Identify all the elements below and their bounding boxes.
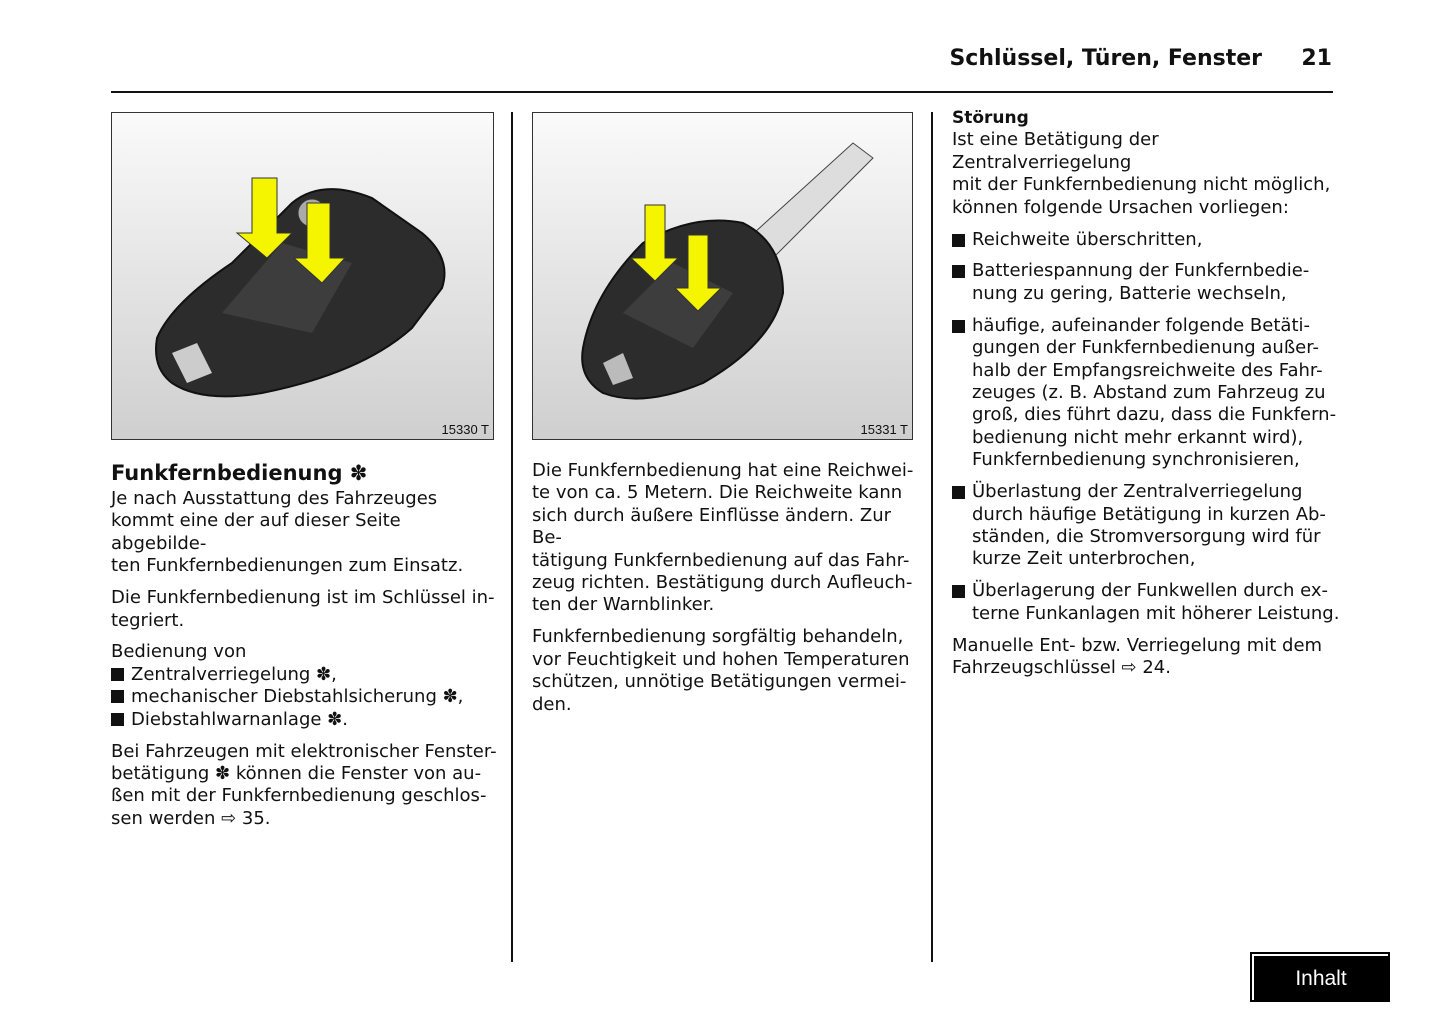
list-item	[952, 229, 1342, 251]
bullet-icon	[111, 713, 124, 726]
list-item	[111, 686, 501, 708]
column-1	[111, 460, 501, 840]
list-item-text: Batteriespannung der Funkfernbedie- nung zu gering, Batterie wechseln,	[972, 260, 1310, 304]
bullet-icon	[952, 265, 965, 278]
column-divider	[931, 112, 933, 962]
bullet-icon	[952, 585, 965, 598]
list-item	[952, 260, 1342, 305]
remote-key-illustration	[112, 113, 493, 439]
bullet-icon	[952, 486, 965, 499]
list-item-text: Überlagerung der Funkwellen durch ex- terne Funkanlagen mit höherer Leistung.	[972, 580, 1340, 624]
section-heading: Störung	[952, 108, 1029, 128]
list-item	[111, 664, 501, 686]
paragraph: Funkfernbedienung sorgfältig behandeln, vor Feuchtigkeit und hohen Temperaturen schützen, unnötige Betätigungen vermei- den.	[532, 626, 910, 715]
list-item-text: Diebstahlwarnanlage ✽.	[131, 708, 348, 730]
list-item	[952, 580, 1342, 625]
list-item-text: mechanischer Diebstahlsicherung ✽,	[131, 686, 464, 708]
paragraph: Die Funkfernbedienung ist im Schlüssel in- tegriert.	[111, 587, 495, 631]
contents-button[interactable]: Inhalt	[1252, 954, 1388, 1000]
paragraph: Ist eine Betätigung der Zentralverriegelung mit der Funkfernbedienung nicht möglich, können folgende Ursachen vorliegen:	[952, 129, 1331, 218]
column-divider	[511, 112, 513, 962]
column-2	[532, 460, 922, 725]
figure-number: 15331 T	[860, 422, 908, 437]
paragraph: Je nach Ausstattung des Fahrzeuges kommt eine der auf dieser Seite abgebilde- ten Funkfernbedienungen zum Einsatz.	[111, 488, 464, 577]
paragraph: Bei Fahrzeugen mit elektronischer Fenster- betätigung ✽ können die Fenster von au- ßen mit der Funkfernbedienung geschlos- sen werden ⇨ 35.	[111, 740, 497, 829]
chapter-title: Schlüssel, Türen, Fenster	[949, 46, 1262, 71]
list-item-text: Reichweite überschritten,	[972, 228, 1203, 250]
remote-key-illustration	[533, 113, 912, 439]
figure-remote-key-folding	[111, 112, 494, 440]
column-3	[952, 107, 1342, 689]
list-item	[952, 315, 1342, 472]
list-item-text: Zentralverriegelung ✽,	[131, 663, 337, 685]
section-heading: Funkfernbedienung ✽	[111, 461, 368, 485]
bullet-icon	[952, 320, 965, 333]
list-item	[952, 481, 1342, 571]
header-rule	[111, 91, 1333, 93]
paragraph: Manuelle Ent- bzw. Verriegelung mit dem Fahrzeugschlüssel ⇨ 24.	[952, 634, 1323, 678]
page-number: 21	[1301, 46, 1332, 71]
list-item-text: häufige, aufeinander folgende Betäti- gungen der Funkfernbedienung außer- halb der Empfangsreichweite des Fahr- zeuges (z. B. Abstand zum Fahrzeug zu groß, dies führt dazu, dass die Funkfern- bedienung nicht mehr erkannt wird), Funkfernbedienung synchronisieren,	[972, 314, 1337, 471]
bullet-icon	[111, 668, 124, 681]
list-item	[111, 709, 501, 731]
list-intro: Bedienung von	[111, 641, 247, 663]
operation-list	[111, 641, 501, 731]
bullet-icon	[111, 690, 124, 703]
bullet-icon	[952, 234, 965, 247]
list-item-text: Überlastung der Zentralverriegelung durch häufige Betätigung in kurzen Ab- ständen, die Stromversorgung wird für kurze Zeit unterbrochen,	[972, 481, 1326, 570]
figure-remote-key-fixed	[532, 112, 913, 440]
paragraph: Die Funkfernbedienung hat eine Reichwei- te von ca. 5 Metern. Die Reichweite kann sich durch äußere Einflüsse ändern. Zur Be- tätigung Funkfernbedienung auf das Fahr- zeug richten. Bestätigung durch Aufleuch- ten der Warnblinker.	[532, 460, 914, 616]
figure-number: 15330 T	[441, 422, 489, 437]
